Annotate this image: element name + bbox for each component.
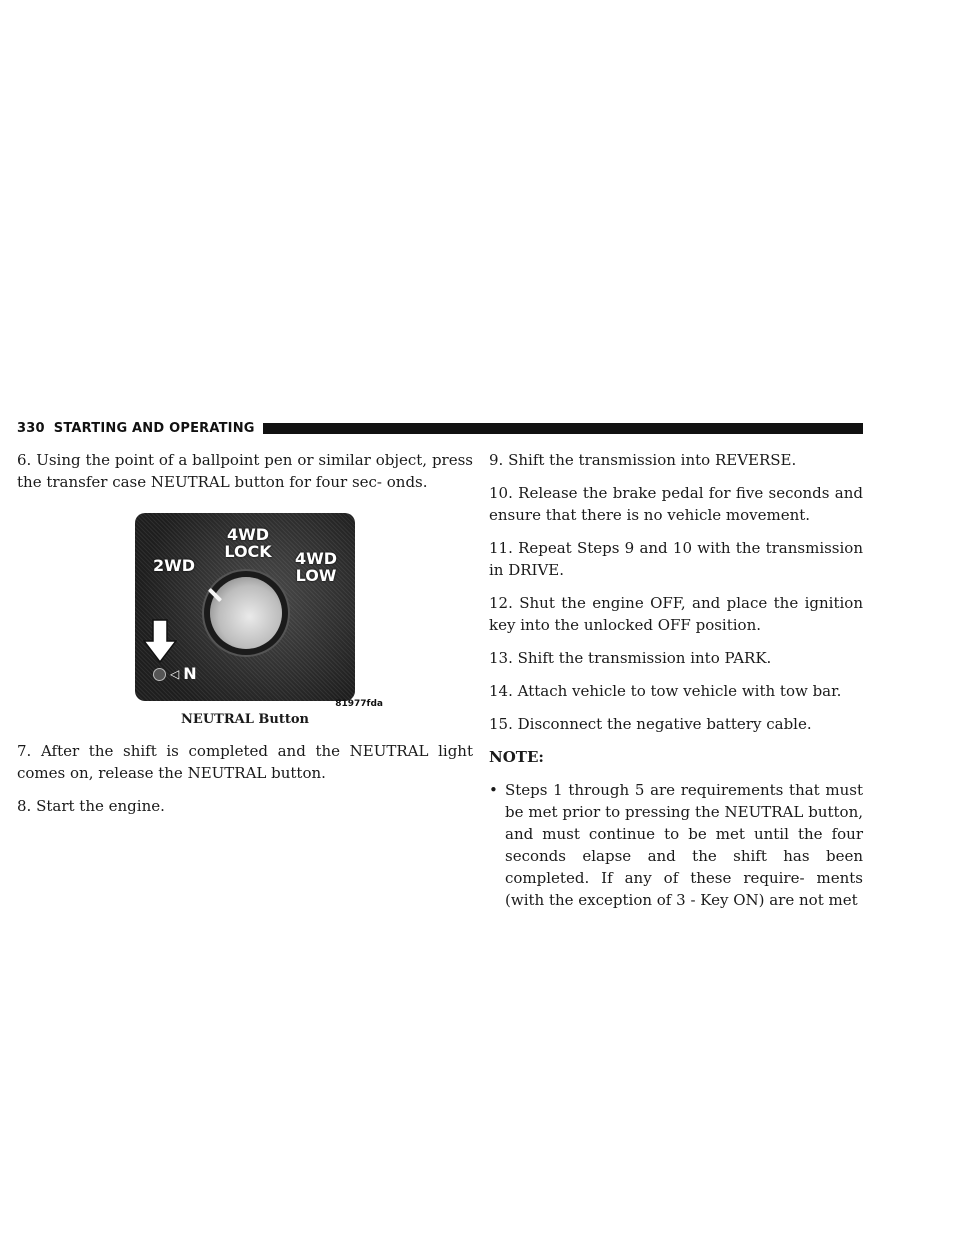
step-7: 7. After the shift is completed and the NEUTRAL light comes on, release the NEUTRAL button.	[17, 742, 473, 782]
down-arrow-icon	[143, 619, 177, 663]
label-4wd-low: 4WD LOW	[294, 549, 338, 585]
right-column	[489, 449, 863, 911]
neutral-indicator	[153, 663, 197, 685]
note-bullet-text: Steps 1 through 5 are requirements that must be met prior to pressing the NEUTRAL button, and must continue to be met until the four seconds elapse and the shift has been completed. If any of these require- ments (with the exception of 3 - Key ON) are not met	[505, 781, 863, 909]
neutral-button-icon	[153, 668, 166, 681]
step-15: 15. Disconnect the negative battery cable.	[489, 715, 812, 733]
label-n: N	[183, 664, 197, 683]
step-12: 12. Shut the engine OFF, and place the ignition key into the unlocked OFF position.	[489, 594, 863, 634]
label-4wd-lock: 4WD LOCK	[224, 525, 272, 561]
left-column	[17, 449, 473, 828]
page-number: 330	[17, 420, 45, 436]
step-13: 13. Shift the transmission into PARK.	[489, 649, 772, 667]
transfer-case-panel	[135, 513, 355, 701]
figure-caption: NEUTRAL Button	[181, 712, 309, 727]
bullet-icon: •	[489, 781, 498, 799]
step-14: 14. Attach vehicle to tow vehicle with tow bar.	[489, 682, 842, 700]
step-10: 10. Release the brake pedal for five seconds and ensure that there is no vehicle movement.	[489, 484, 863, 524]
step-11: 11. Repeat Steps 9 and 10 with the transmission in DRIVE.	[489, 539, 863, 579]
header-rule	[263, 423, 863, 434]
label-2wd: 2WD	[153, 556, 196, 575]
neutral-button-figure	[101, 513, 389, 731]
step-8: 8. Start the engine.	[17, 797, 165, 815]
figure-code: 81977fda	[335, 699, 383, 709]
step-6: 6. Using the point of a ballpoint pen or similar object, press the transfer case NEUTRAL button for four sec- onds.	[17, 451, 473, 491]
step-9: 9. Shift the transmission into REVERSE.	[489, 451, 797, 469]
note-bullet-item	[489, 779, 863, 911]
left-triangle-icon: ◁	[170, 667, 180, 681]
selector-knob	[210, 577, 282, 649]
section-title: STARTING AND OPERATING	[53, 420, 255, 436]
page-header	[17, 419, 863, 437]
note-label: NOTE:	[489, 748, 544, 766]
